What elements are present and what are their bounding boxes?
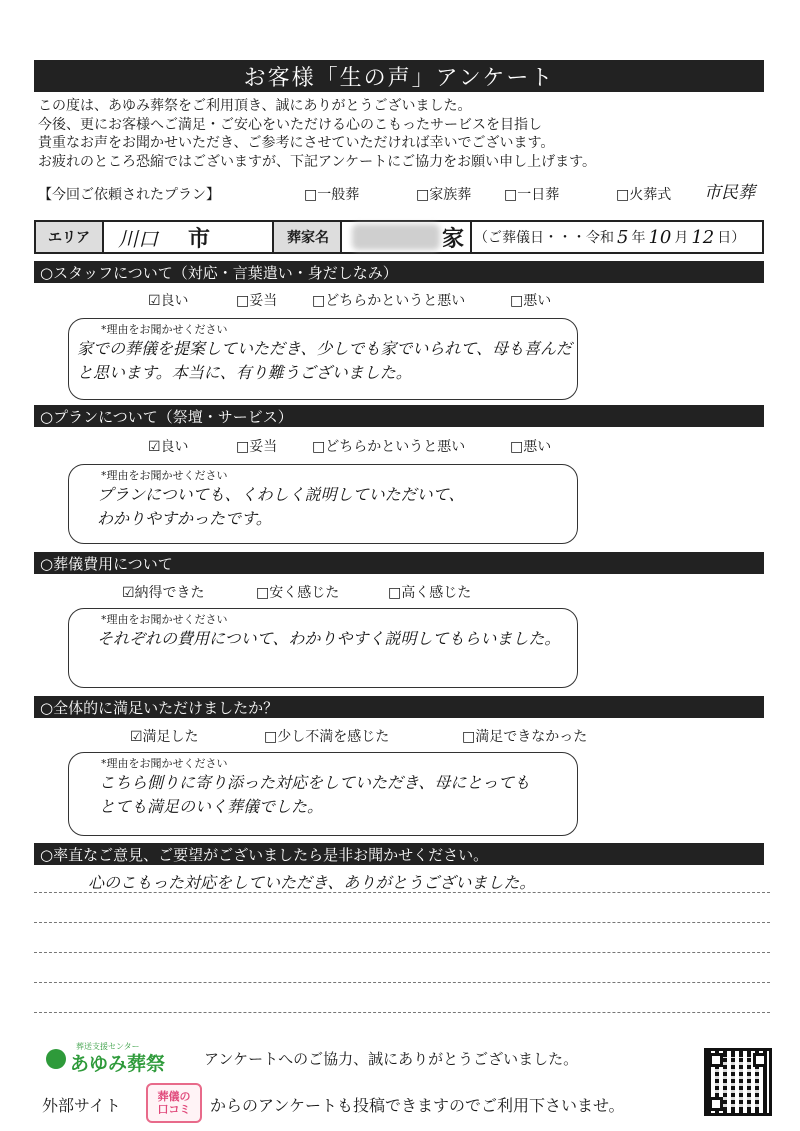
option-fair[interactable]: □妥当 <box>236 439 278 455</box>
option-bad[interactable]: □悪い <box>510 439 552 455</box>
option-cheap[interactable]: □安く感じた <box>256 585 340 601</box>
writing-line <box>34 892 770 893</box>
section-overall-reason: *理由をお聞かせください こちら側りに寄り添った対応をしていただき、母にとっても とても満足のいく葬儀でした。 <box>68 752 578 836</box>
writing-line <box>34 982 770 983</box>
option-good[interactable]: ☑良い <box>148 439 189 455</box>
date-month: 10 <box>648 226 672 248</box>
koimi-logo[interactable]: 葬儀の 口コミ <box>146 1083 202 1123</box>
area-cell <box>102 222 274 252</box>
option-bad[interactable]: □悪い <box>510 293 552 309</box>
reason-line: とても満足のいく葬儀でした。 <box>99 797 324 816</box>
option-fair[interactable]: □妥当 <box>236 293 278 309</box>
plan-option-general[interactable]: □一般葬 <box>304 187 360 203</box>
option-satisfied[interactable]: ☑納得できた <box>122 585 205 601</box>
area-row <box>34 220 764 254</box>
footer-thanks: アンケートへのご協力、誠にありがとうございました。 <box>204 1050 579 1068</box>
section-overall-options <box>0 726 800 746</box>
writing-line <box>34 1012 770 1013</box>
area-label: エリア <box>36 222 102 252</box>
intro-line: 貴重なお声をお聞かせいただき、ご参考にさせていただければ幸いでございます。 <box>38 135 555 151</box>
option-good[interactable]: ☑良い <box>148 293 189 309</box>
section-cost-title: ○葬儀費用について <box>34 552 764 574</box>
qr-code-icon[interactable] <box>704 1048 772 1116</box>
reason-line: と思います。本当に、有り難うございました。 <box>77 363 412 382</box>
reason-line: 家での葬儀を提案していただき、少しでも家でいられて、母も喜んだ <box>77 339 573 358</box>
funeral-date: （ご葬儀日・・・令和 5 年 10 月 12 日） <box>470 222 764 252</box>
option-slightly-dissatisfied[interactable]: □少し不満を感じた <box>264 729 390 745</box>
opinion-text: 心のこもった対応をしていただき、ありがとうございました。 <box>88 873 536 892</box>
plan-row <box>38 180 768 206</box>
intro-line: 今後、更にお客様へご満足・ご安心をいただける心のこもったサービスを目指し <box>38 116 542 133</box>
section-staff-reason: *理由をお聞かせください 家での葬儀を提案していただき、少しでも家でいられて、母も喜んだ と思います。本当に、有り難うございました。 <box>68 318 578 400</box>
ayumi-logo: 葬送支援センター あゆみ葬祭 <box>46 1043 182 1073</box>
family-suffix: 家 <box>442 226 465 252</box>
option-somewhat-bad[interactable]: □どちらかというと悪い <box>312 439 466 455</box>
plan-label: 【今回ご依頼されたプラン】 <box>38 187 220 203</box>
section-staff-options <box>0 290 800 310</box>
area-suffix: 市 <box>188 226 211 252</box>
section-staff-title: ○スタッフについて（対応・言葉遣い・身だしなみ） <box>34 261 764 283</box>
section-plan-reason: *理由をお聞かせください プランについても、くわしく説明していただいて、 わかりやすかったです。 <box>68 464 578 544</box>
reason-line: プランについても、くわしく説明していただいて、 <box>97 485 465 504</box>
intro-text <box>38 97 768 171</box>
plan-option-family[interactable]: □家族葬 <box>416 187 472 203</box>
area-value: 川口 <box>118 226 158 251</box>
reason-line: それぞれの費用について、わかりやすく説明してもらいました。 <box>97 629 561 648</box>
option-satisfied[interactable]: ☑満足した <box>130 729 199 745</box>
date-day: 12 <box>691 226 715 248</box>
family-cell <box>340 222 472 252</box>
option-expensive[interactable]: □高く感じた <box>388 585 472 601</box>
plan-option-oneday[interactable]: □一日葬 <box>504 187 560 203</box>
plan-handwritten: 市民葬 <box>704 183 755 203</box>
plan-option-cremation[interactable]: □火葬式 <box>616 187 672 203</box>
option-not-satisfied[interactable]: □満足できなかった <box>462 729 588 745</box>
survey-title: お客様「生の声」アンケート <box>34 60 764 92</box>
intro-line: この度は、あゆみ葬祭をご利用頂き、誠にありがとうございました。 <box>38 98 472 114</box>
intro-line: お疲れのところ恐縮ではございますが、下記アンケートにご協力をお願い申し上げます。 <box>38 153 597 170</box>
option-somewhat-bad[interactable]: □どちらかというと悪い <box>312 293 466 309</box>
section-overall-title: ○全体的に満足いただけましたか？ <box>34 696 764 718</box>
reason-line: こちら側りに寄り添った対応をしていただき、母にとっても <box>99 773 531 792</box>
section-cost-options <box>0 582 800 602</box>
section-plan-title: ○プランについて（祭壇・サービス） <box>34 405 764 427</box>
writing-line <box>34 922 770 923</box>
family-label: 葬家名 <box>272 222 342 252</box>
reason-line: わかりやすかったです。 <box>97 509 272 528</box>
logo-mark-icon <box>46 1049 66 1069</box>
redacted-name <box>352 224 440 250</box>
date-year: 5 <box>617 226 629 248</box>
external-site-label: 外部サイト <box>42 1096 121 1115</box>
section-plan-options <box>0 436 800 456</box>
external-site-text: からのアンケートも投稿できますのでご利用下さいませ。 <box>210 1096 625 1115</box>
section-cost-reason: *理由をお聞かせください それぞれの費用について、わかりやすく説明してもらいました。 <box>68 608 578 688</box>
section-opinion-title: ○率直なご意見、ご要望がございましたら是非お聞かせください。 <box>34 843 764 865</box>
writing-line <box>34 952 770 953</box>
